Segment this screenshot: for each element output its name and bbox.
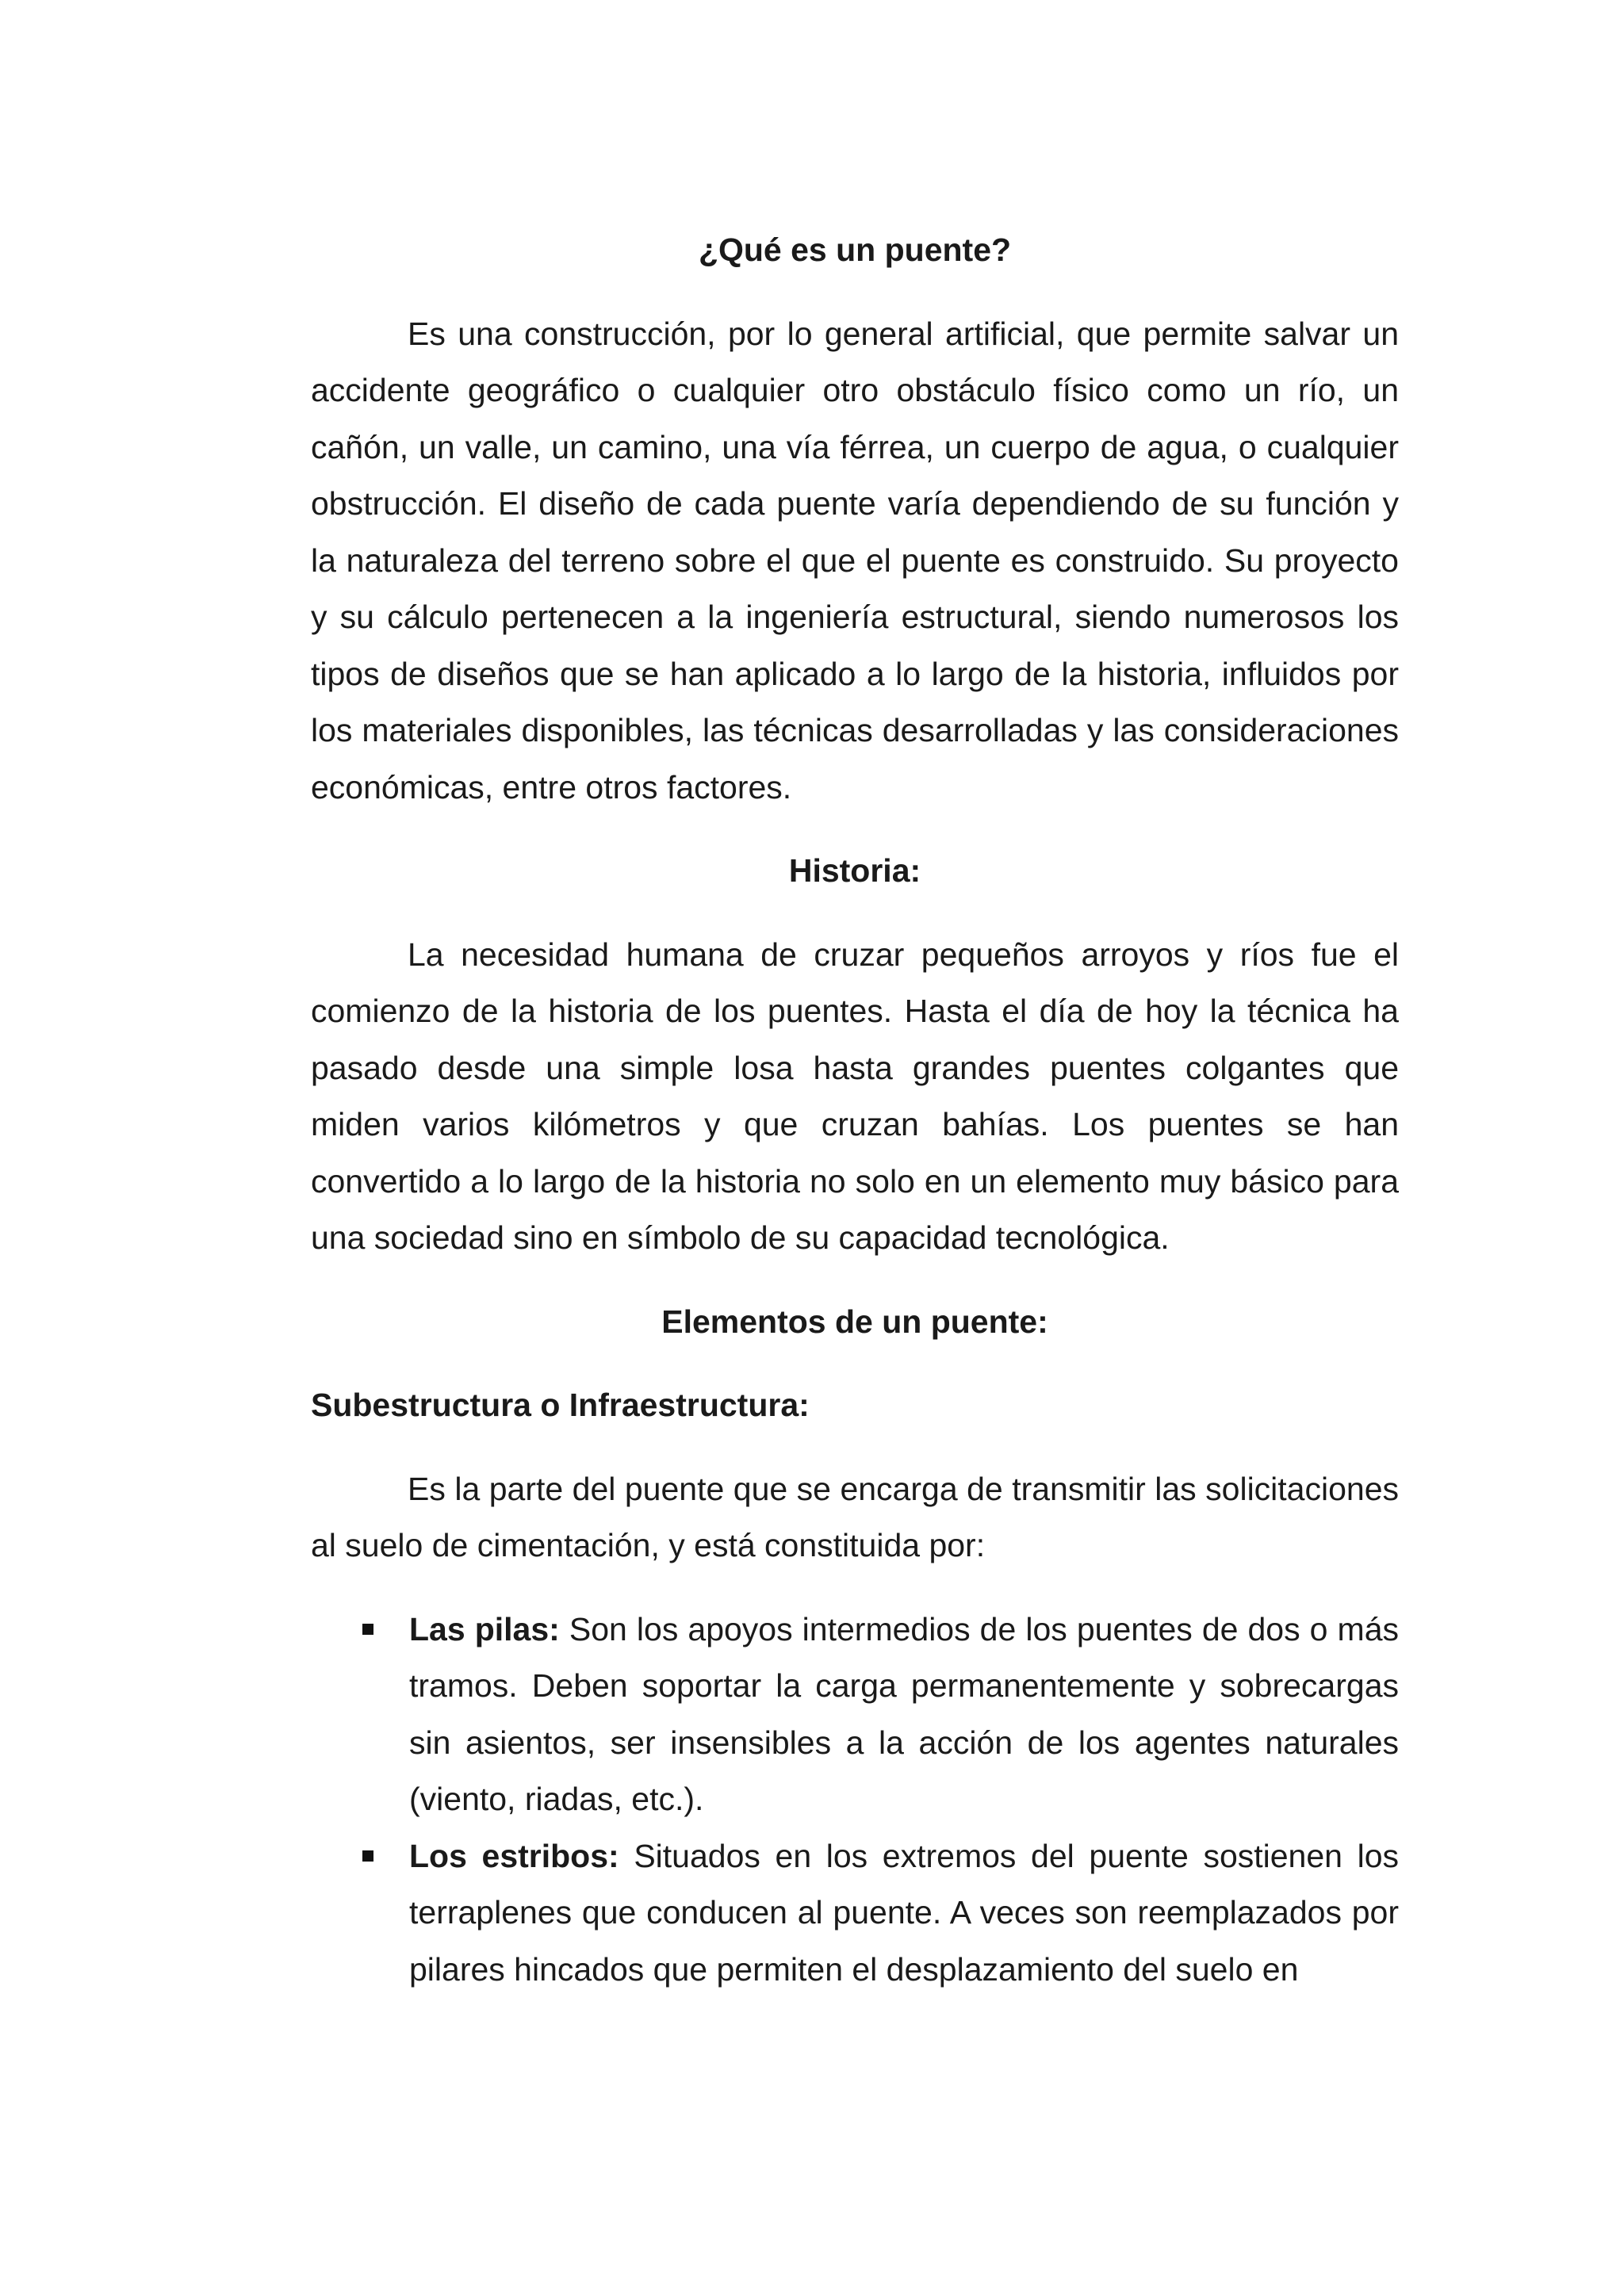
list-item-estribos: [311, 1828, 1399, 1999]
intro-paragraph: Es una construcción, por lo general artificial, que permite salvar un accidente geográfico o cualquier otro obstáculo físico como un río, un cañón, un valle, un camino, una vía férrea, un cuerpo de agua, o cualquier obstrucción. El diseño de cada puente varía dependiendo de su función y la naturaleza del terreno sobre el que el puente es construido. Su proyecto y su cálculo pertenecen a la ingeniería estructural, siendo numerosos los tipos de diseños que se han aplicado a lo largo de la historia, influidos por los materiales disponibles, las técnicas desarrolladas y las consideraciones económicas, entre otros factores.: [311, 315, 1399, 806]
list-item-pilas: [311, 1601, 1399, 1828]
page-title: ¿Qué es un puente?: [698, 232, 1012, 268]
square-bullet-icon: [362, 1850, 373, 1862]
document-page: [311, 222, 1399, 1998]
substructure-heading: Subestructura o Infraestructura:: [311, 1387, 810, 1423]
substructure-list: [311, 1601, 1399, 1999]
substructure-paragraph: Es la parte del puente que se encarga de transmitir las solicitaciones al suelo de cimentación, y está constituida por:: [311, 1470, 1399, 1563]
bullet-text: Son los apoyos intermedios de los puentes de dos o más tramos. Deben soportar la carga permanentemente y sobrecargas sin asientos, ser insensibles a la acción de los agentes naturales (viento, riadas, etc.).: [409, 1610, 1400, 1817]
bullet-term: Los estribos:: [409, 1837, 634, 1874]
bullet-term: Las pilas:: [409, 1610, 569, 1647]
square-bullet-icon: [362, 1624, 373, 1635]
bullet-text: Situados en los extremos del puente sostienen los terraplenes que conducen al puente. A veces son reemplazados por pilares hincados que permiten el desplazamiento del suelo en: [409, 1837, 1400, 1988]
elements-heading: Elementos de un puente:: [661, 1303, 1048, 1340]
history-heading: Historia:: [788, 852, 921, 889]
history-paragraph: La necesidad humana de cruzar pequeños arroyos y ríos fue el comienzo de la historia de los puentes. Hasta el día de hoy la técnica ha pasado desde una simple losa hasta grandes puentes colgantes que miden varios kilómetros y que cruzan bahías. Los puentes se han convertido a lo largo de la historia no solo en un elemento muy básico para una sociedad sino en símbolo de su capacidad tecnológica.: [311, 936, 1399, 1256]
